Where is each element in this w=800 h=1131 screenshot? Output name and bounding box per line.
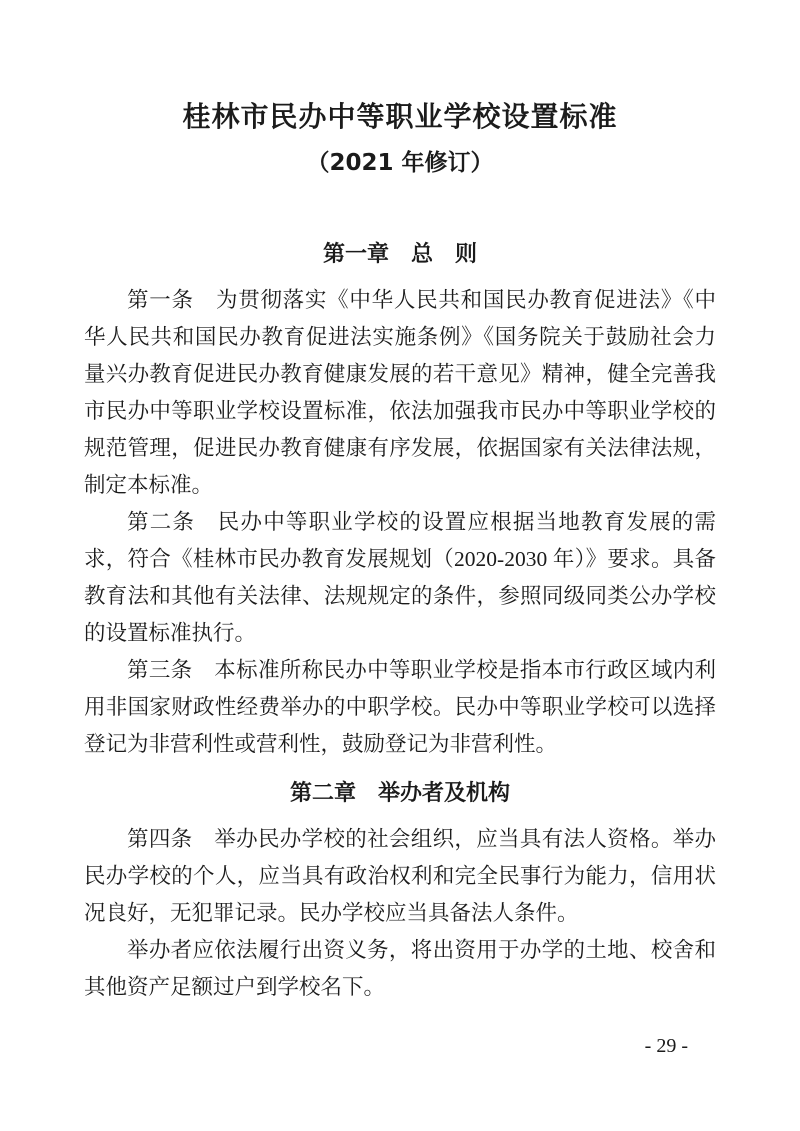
chapter-section (84, 779, 716, 1006)
paragraph: 举办者应依法履行出资义务，将出资用于办学的土地、校舍和其他资产足额过户到学校名下。 (84, 938, 716, 999)
page-number: - 29 - (644, 1035, 688, 1057)
chapter-heading: 第二章 举办者及机构 (289, 781, 510, 806)
chapter-heading: 第一章 总 则 (322, 242, 477, 267)
paragraph: 第三条 本标准所称民办中等职业学校是指本市行政区域内利用非国家财政性经费举办的中职学校。民办中等职业学校可以选择登记为非营利性或营利性，鼓励登记为非营利性。 (84, 658, 716, 756)
section-paragraphs (84, 821, 716, 1006)
paragraph: 第二条 民办中等职业学校的设置应根据当地教育发展的需求，符合《桂林市民办教育发展规划（2020-2030 年）》要求。具备教育法和其他有关法律、法规规定的条件，参照同级同类公办学校的设置标准执行。 (84, 510, 716, 645)
chapter-section (84, 240, 716, 763)
section-paragraphs (84, 282, 716, 763)
paragraph: 第一条 为贯彻落实《中华人民共和国民办教育促进法》《中华人民共和国民办教育促进法实施条例》《国务院关于鼓励社会力量兴办教育促进民办教育健康发展的若干意见》精神，健全完善我市民办中等职业学校设置标准，依法加强我市民办中等职业学校的规范管理，促进民办教育健康有序发展，依据国家有关法律法规，制定本标准。 (84, 288, 716, 497)
paragraph: 第四条 举办民办学校的社会组织，应当具有法人资格。举办民办学校的个人，应当具有政治权利和完全民事行为能力，信用状况良好，无犯罪记录。民办学校应当具备法人条件。 (84, 827, 716, 925)
document-body (84, 240, 716, 1006)
document-title: 桂林市民办中等职业学校设置标准 (182, 102, 618, 133)
document-subtitle: （2021 年修订） (306, 150, 494, 176)
